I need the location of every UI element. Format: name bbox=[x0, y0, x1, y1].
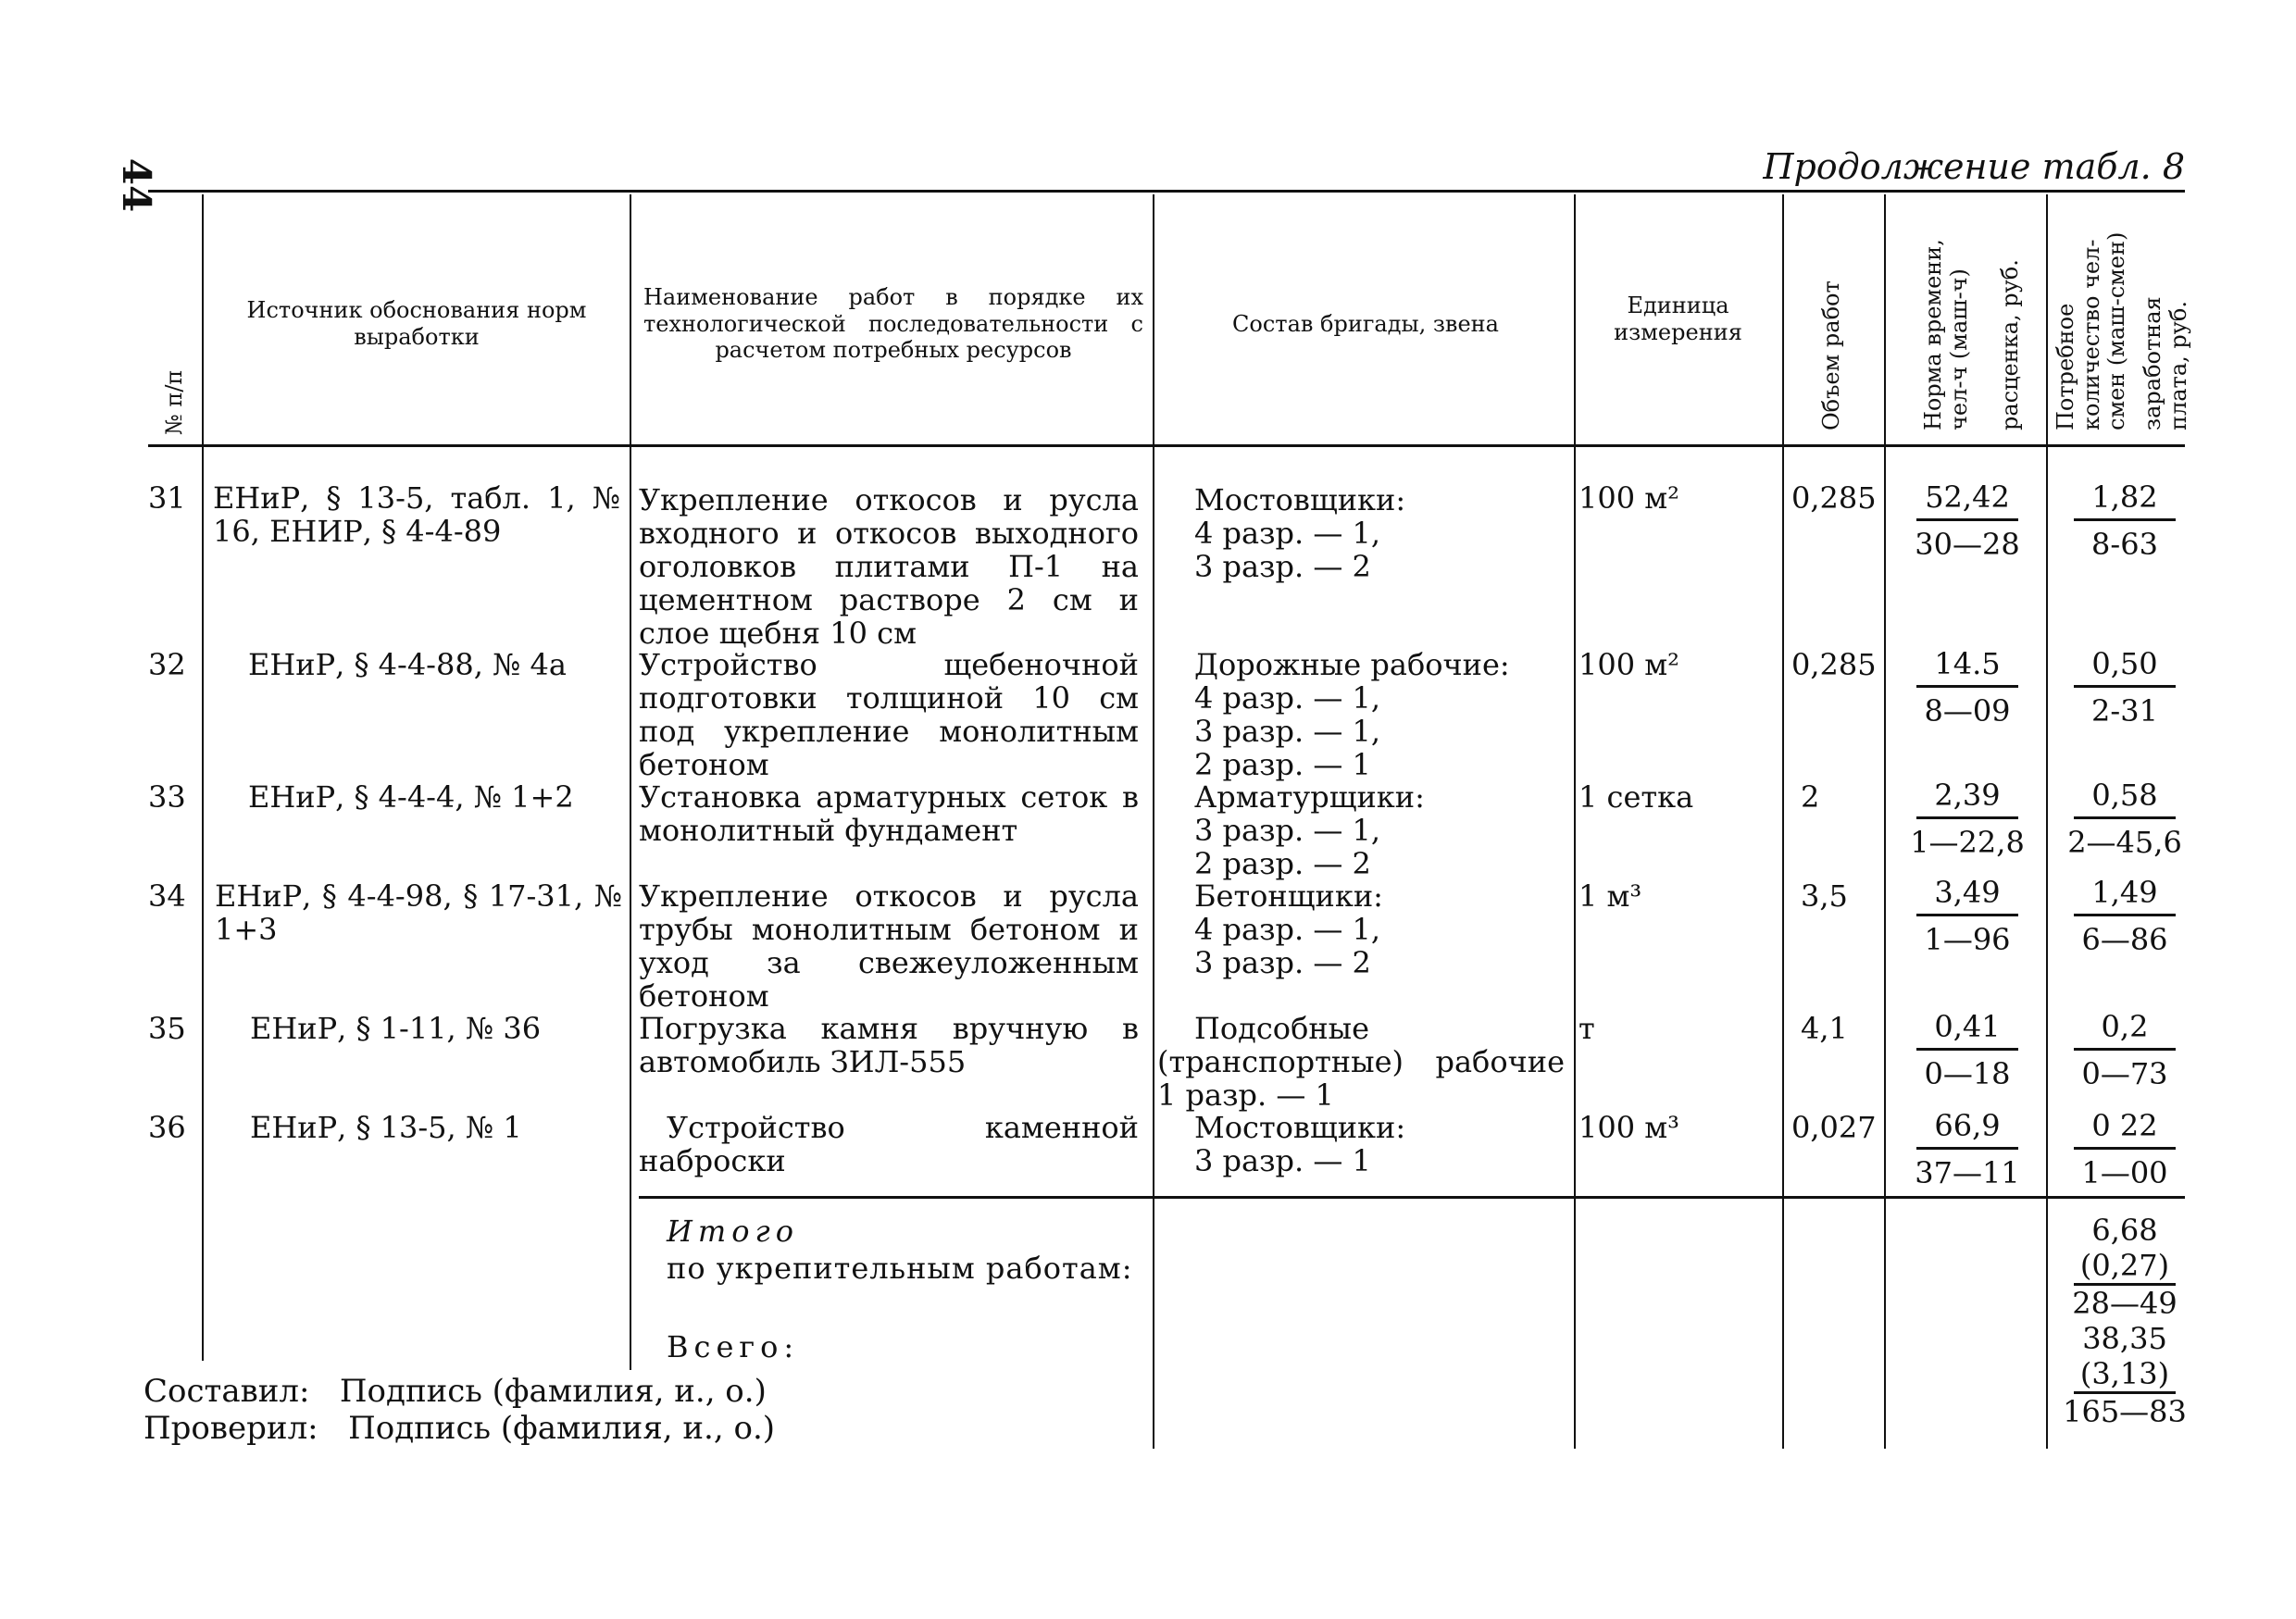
itogo-need: 6,68 bbox=[2091, 1213, 2158, 1248]
row-33-volume: 2 bbox=[1801, 779, 1820, 815]
row-31-norm: $\frac{52,42}{30—28}$ bbox=[1915, 479, 2020, 562]
row-34-norm: $\frac{3,49}{1—96}$ bbox=[1898, 875, 2037, 957]
row-32-source: ЕНиР, § 4-4-88, № 4а bbox=[248, 647, 567, 682]
row-32-norm: $\frac{14.5}{8—09}$ bbox=[1898, 646, 2037, 729]
composed-label: Составил: bbox=[144, 1373, 310, 1410]
itogo-label: Итого bbox=[667, 1214, 799, 1249]
row-36-need: $\frac{0 22}{1—00}$ bbox=[2055, 1108, 2194, 1190]
itogo-need-mach: (0,27) bbox=[2074, 1248, 2176, 1286]
row-31-unit: 100 м² bbox=[1578, 480, 1679, 516]
header-rule bbox=[148, 444, 2185, 447]
row-33-source: ЕНиР, § 4-4-4, № 1+2 bbox=[248, 779, 574, 815]
row-35-num: 35 bbox=[148, 1011, 186, 1046]
itogo-wage: 28—49 bbox=[2072, 1286, 2177, 1321]
row-33-num: 33 bbox=[148, 779, 186, 815]
row-32-volume: 0,285 bbox=[1791, 647, 1877, 682]
row-35-norm: $\frac{0,41}{0—18}$ bbox=[1898, 1009, 2037, 1091]
col-rule-1 bbox=[202, 194, 204, 1361]
vsego-wage: 165—83 bbox=[2063, 1394, 2187, 1429]
row-36-name: Устройство каменной наброски bbox=[639, 1110, 1139, 1178]
header-unit: Единица измерения bbox=[1614, 293, 1742, 345]
row-36-unit: 100 м³ bbox=[1578, 1110, 1679, 1145]
top-rule bbox=[148, 190, 2185, 193]
vsego-need-mach: (3,13) bbox=[2074, 1356, 2176, 1394]
row-33-unit: 1 сетка bbox=[1578, 779, 1694, 815]
row-36-volume: 0,027 bbox=[1791, 1110, 1877, 1145]
row-33-need: $\frac{0,58}{2—45,6}$ bbox=[2067, 778, 2182, 860]
row-31-need: $\frac{1,82}{8-63}$ bbox=[2055, 479, 2194, 562]
row-34-crew: Бетонщики: 4 разр. — 1, 3 разр. — 2 bbox=[1194, 878, 1383, 980]
col-rule-7 bbox=[2046, 194, 2048, 1449]
header-crew: Состав бригады, звена bbox=[1232, 310, 1499, 337]
row-31-source: ЕНиР, § 13-5, табл. 1, № 16, ЕНИР, § 4-4-89 bbox=[213, 480, 620, 549]
signature-block bbox=[144, 1373, 775, 1447]
col-rule-5 bbox=[1782, 194, 1784, 1449]
row-31-num: 31 bbox=[148, 480, 186, 516]
row-32-unit: 100 м² bbox=[1578, 647, 1679, 682]
row-35-volume: 4,1 bbox=[1801, 1011, 1848, 1046]
header-norm-bottom: расценка, руб. bbox=[1997, 259, 2023, 430]
checked-label: Проверил: bbox=[144, 1410, 318, 1447]
header-norm-top: Норма времени, чел-ч (маш-ч) bbox=[1920, 239, 1972, 430]
totals-values bbox=[2055, 1213, 2194, 1429]
header-name: Наименование работ в порядке их технологической последовательности с расчетом потребных ресурсов bbox=[643, 283, 1143, 364]
page-number: 44 bbox=[114, 157, 160, 213]
row-34-need: $\frac{1,49}{6—86}$ bbox=[2055, 875, 2194, 957]
rows-end-rule bbox=[639, 1196, 2185, 1199]
row-34-unit: 1 м³ bbox=[1578, 878, 1642, 914]
col-rule-6 bbox=[1884, 194, 1886, 1449]
itogo-block bbox=[667, 1213, 1148, 1287]
checked-value: Подпись (фамилия, и., о.) bbox=[348, 1410, 776, 1447]
composed-value: Подпись (фамилия, и., о.) bbox=[339, 1373, 767, 1410]
vsego-label: Всего: bbox=[667, 1329, 800, 1364]
row-31-name: Укрепление откосов и русла входного и откосов выходного оголовков плитами П-1 на цементном растворе 2 см и слое щебня 10 см bbox=[639, 482, 1139, 651]
col-rule-3 bbox=[1153, 194, 1154, 1449]
row-34-name: Укрепление откосов и русла трубы монолитным бетоном и уход за свежеуложенным бетоном bbox=[639, 878, 1139, 1014]
row-36-source: ЕНиР, § 13-5, № 1 bbox=[250, 1110, 522, 1145]
table-continuation-caption: Продолжение табл. 8 bbox=[1763, 146, 2185, 187]
row-32-num: 32 bbox=[148, 647, 186, 682]
header-source: Источник обоснования норм выработки bbox=[246, 297, 587, 350]
row-32-need: $\frac{0,50}{2-31}$ bbox=[2055, 646, 2194, 729]
header-need-bottom: заработная плата, руб. bbox=[2140, 296, 2191, 430]
row-36-num: 36 bbox=[148, 1110, 186, 1145]
row-35-unit: т bbox=[1578, 1011, 1595, 1046]
row-33-name: Установка арматурных сеток в монолитный фундамент bbox=[639, 779, 1139, 848]
row-35-crew: Подсобные (транспортные) рабочие 1 разр. — 1 bbox=[1157, 1011, 1565, 1113]
row-32-crew: Дорожные рабочие: 4 разр. — 1, 3 разр. — 1, 2 разр. — 1 bbox=[1194, 647, 1510, 782]
row-31-crew: Мостовщики: 4 разр. — 1, 3 разр. — 2 bbox=[1194, 482, 1406, 584]
row-34-source: ЕНиР, § 4-4-98, § 17-31, № 1+3 bbox=[215, 878, 622, 947]
row-34-num: 34 bbox=[148, 878, 186, 914]
row-32-name: Устройство щебеночной подготовки толщиной 10 см под укрепление монолитным бетоном bbox=[639, 647, 1139, 782]
row-33-crew: Арматурщики: 3 разр. — 1, 2 разр. — 2 bbox=[1194, 779, 1425, 881]
vsego-need: 38,35 bbox=[2082, 1321, 2167, 1356]
row-36-norm: $\frac{66,9}{37—11}$ bbox=[1915, 1108, 2020, 1190]
row-33-norm: $\frac{2,39}{1—22,8}$ bbox=[1910, 778, 2025, 860]
col-rule-4 bbox=[1574, 194, 1576, 1449]
row-36-crew: Мостовщики: 3 разр. — 1 bbox=[1194, 1110, 1406, 1178]
row-35-need: $\frac{0,2}{0—73}$ bbox=[2055, 1009, 2194, 1091]
row-35-name: Погрузка камня вручную в автомобиль ЗИЛ-555 bbox=[639, 1011, 1139, 1079]
row-34-volume: 3,5 bbox=[1801, 878, 1848, 914]
row-31-volume: 0,285 bbox=[1791, 480, 1877, 516]
header-need-top: Потребное количество чел-смен (маш-смен) bbox=[2053, 231, 2130, 430]
header-volume: Объем работ bbox=[1818, 280, 1844, 430]
header-num: № п/п bbox=[161, 369, 187, 435]
row-35-source: ЕНиР, § 1-11, № 36 bbox=[250, 1011, 542, 1046]
itogo-text: по укрепительным работам: bbox=[667, 1251, 1133, 1286]
